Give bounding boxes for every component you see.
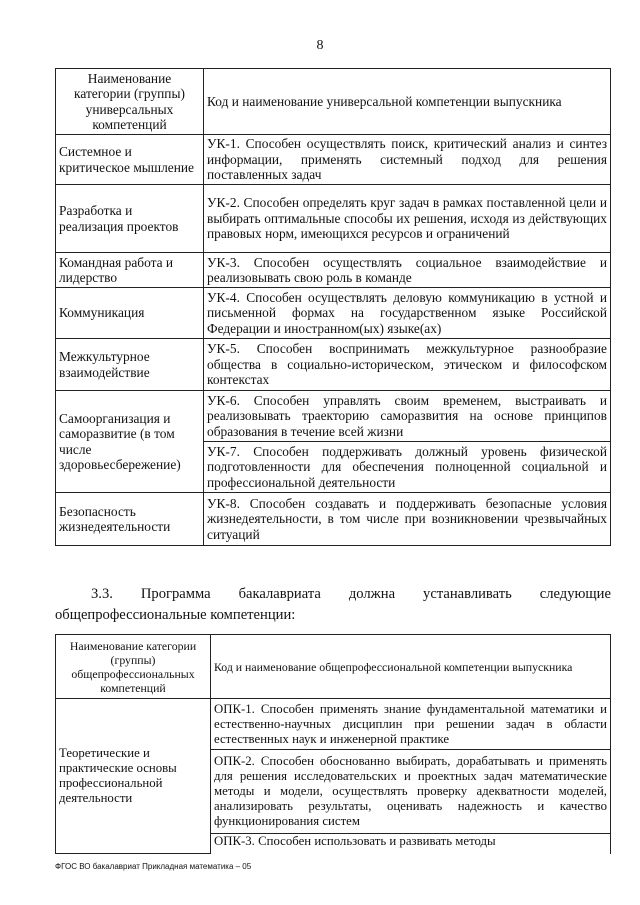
table2-header-competence: Код и наименование общепрофессиональной компетенции выпускника (211, 635, 611, 699)
section-number: 3.3. (91, 586, 113, 602)
table1-category: Системное и критическое мышление (56, 135, 204, 185)
table1-competence: УК-1. Способен осуществлять поиск, критический анализ и синтез информации, применять системный подход для решения поставленных задач (204, 135, 611, 185)
table1-competence: УК-3. Способен осуществлять социальное взаимодействие и реализовывать свою роль в команде (204, 253, 611, 288)
table1-category: Межкультурное взаимодействие (56, 339, 204, 391)
table1-competence: УК-7. Способен поддерживать должный уровень физической подготовленности для обеспечения полноценной социальной и профессиональной деятельности (204, 442, 611, 493)
table1-competence: УК-2. Способен определять круг задач в рамках поставленной цели и выбирать оптимальные способы их решения, исходя из действующих правовых норм, имеющихся ресурсов и ограничений (204, 185, 611, 253)
page-number: 8 (316, 38, 324, 53)
table1-category: Разработка и реализация проектов (56, 185, 204, 253)
general-professional-competencies-table (55, 634, 611, 854)
paragraph-word: устанавливать (423, 586, 512, 602)
table1-competence: УК-5. Способен воспринимать межкультурное разнообразие общества в социально-историческом, этическом и философском контекстах (204, 339, 611, 391)
table2-category: Теоретические и практические основы профессиональной деятельности (56, 699, 211, 854)
table2-competence: ОПК-3. Способен использовать и развивать методы (211, 834, 611, 854)
paragraph-line: общепрофессиональные компетенции: (55, 607, 296, 623)
paragraph-word: следующие (539, 586, 611, 602)
universal-competencies-table (55, 68, 611, 546)
table1-category: Коммуникация (56, 288, 204, 339)
table1-competence: УК-8. Способен создавать и поддерживать безопасные условия жизнедеятельности, в том числе при возникновении чрезвычайных ситуаций (204, 493, 611, 546)
table1-category: Командная работа и лидерство (56, 253, 204, 288)
paragraph-word: Программа (140, 586, 211, 602)
table1-header-competence: Код и наименование универсальной компетенции выпускника (204, 69, 611, 135)
table1-competence: УК-6. Способен управлять своим временем, выстраивать и реализовывать траекторию саморазвития на основе принципов образования в течение всей жизни (204, 391, 611, 442)
table1-category: Безопасность жизнедеятельности (56, 493, 204, 546)
table2-competence: ОПК-2. Способен обоснованно выбирать, дорабатывать и применять для решения исследовательских и проектных задач математические методы и модели, осуществлять проверку адекватности моделей, анализировать результаты, оценивать надежность и качество функционирования систем (211, 750, 611, 834)
paragraph-word: бакалавриата (238, 586, 321, 602)
table2-header-category: Наименование категории (группы) общепрофессиональных компетенций (56, 635, 211, 699)
footer-text: ФГОС ВО бакалавриат Прикладная математика – 05 (55, 862, 252, 871)
table1-header-category: Наименование категории (группы) универсальных компетенций (56, 69, 204, 135)
paragraph-word: должна (348, 586, 396, 602)
table1-competence: УК-4. Способен осуществлять деловую коммуникацию в устной и письменной формах на государственном языке Российской Федерации и иностранном(ых) языке(ах) (204, 288, 611, 339)
table1-category: Самоорганизация и саморазвитие (в том числе здоровьесбережение) (56, 391, 204, 493)
section-paragraph (55, 584, 611, 626)
table2-competence: ОПК-1. Способен применять знание фундаментальной математики и естественно-научных дисциплин при решении задач в области естественных наук и инженерной практике (211, 699, 611, 750)
